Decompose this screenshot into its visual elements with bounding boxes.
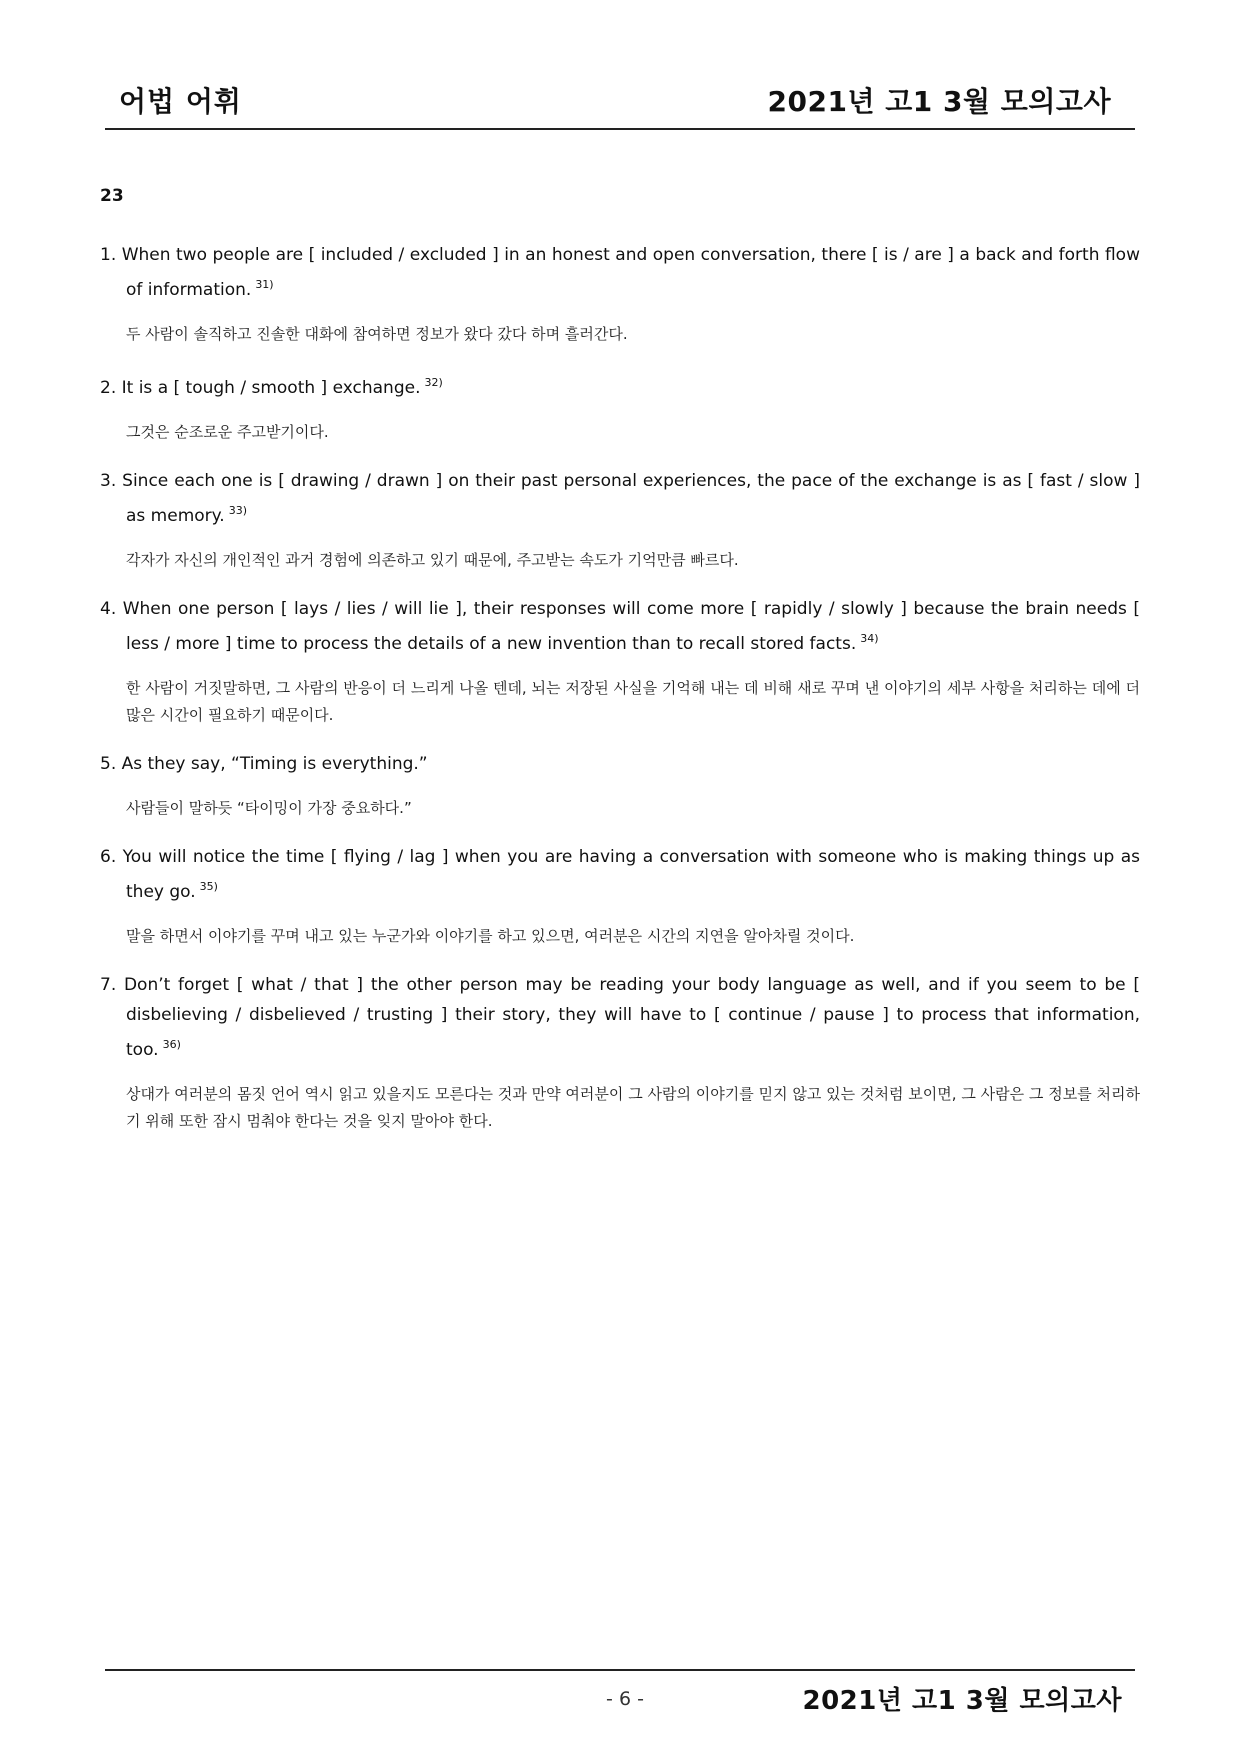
- footnote-marker: 31): [255, 278, 274, 291]
- english-sentence: [100, 368, 1140, 403]
- footnote-marker: 34): [860, 632, 879, 645]
- korean-translation: 각자가 자신의 개인적인 과거 경험에 의존하고 있기 때문에, 주고받는 속도가 기억만큼 빠르다.: [126, 551, 739, 569]
- page-content: [100, 186, 1140, 1155]
- page-header: [105, 78, 1135, 130]
- sentence-item-4: [100, 594, 1140, 729]
- header-section-title: 어법 어휘: [119, 85, 242, 118]
- english-text: 3. Since each one is [ drawing / drawn ] on their past personal experiences, the pace of the exchange is as [ fast / slow ] as memory.: [100, 471, 1140, 526]
- sentence-item-3: [100, 466, 1140, 574]
- footnote-marker: 33): [228, 504, 247, 517]
- sentence-item-1: [100, 240, 1140, 348]
- footer-exam-title: 2021년 고1 3월 모의고사: [802, 1686, 1122, 1716]
- english-text: 2. It is a [ tough / smooth ] exchange.: [100, 378, 421, 398]
- english-text: 4. When one person [ lays / lies / will lie ], their responses will come more [ rapidly / slowly ] because the brain needs [ less / more ] time to process the details of a new invention than to recall stored facts.: [100, 599, 1140, 654]
- footnote-marker: 32): [424, 376, 443, 389]
- english-sentence: [100, 842, 1140, 907]
- sentence-item-6: [100, 842, 1140, 950]
- english-sentence: [100, 970, 1140, 1065]
- question-number: 23: [100, 186, 124, 206]
- footnote-marker: 35): [199, 880, 218, 893]
- english-sentence: [100, 749, 1140, 779]
- korean-translation: 그것은 순조로운 주고받기이다.: [126, 423, 329, 441]
- korean-translation: 두 사람이 솔직하고 진솔한 대화에 참여하면 정보가 왔다 갔다 하며 흘러간다.: [126, 325, 628, 343]
- footer-divider: [105, 1669, 1135, 1671]
- english-sentence: [100, 466, 1140, 531]
- sentence-item-5: [100, 749, 1140, 822]
- korean-translation: 한 사람이 거짓말하면, 그 사람의 반응이 더 느리게 나올 텐데, 뇌는 저장된 사실을 기억해 내는 데 비해 새로 꾸며 낸 이야기의 세부 사항을 처리하는 데에 더 많은 시간이 필요하기 때문이다.: [126, 679, 1140, 724]
- sentence-item-2: [100, 368, 1140, 446]
- english-text: 1. When two people are [ included / excluded ] in an honest and open conversation, there [ is / are ] a back and forth flow of information.: [100, 245, 1140, 300]
- korean-translation: 상대가 여러분의 몸짓 언어 역시 읽고 있을지도 모른다는 것과 만약 여러분이 그 사람의 이야기를 믿지 않고 있는 것처럼 보이면, 그 사람은 그 정보를 처리하기 위해 또한 잠시 멈춰야 한다는 것을 잊지 말아야 한다.: [126, 1085, 1140, 1130]
- korean-translation: 말을 하면서 이야기를 꾸며 내고 있는 누군가와 이야기를 하고 있으면, 여러분은 시간의 지연을 알아차릴 것이다.: [126, 927, 855, 945]
- english-text: 7. Don’t forget [ what / that ] the other person may be reading your body language as well, and if you seem to be [ disbelieving / disbelieved / trusting ] their story, they will have to [ continue / pause ] to process that information, too.: [100, 975, 1140, 1060]
- english-sentence: [100, 240, 1140, 305]
- english-text: 5. As they say, “Timing is everything.”: [100, 754, 428, 774]
- page-number: - 6 -: [606, 1688, 644, 1710]
- english-sentence: [100, 594, 1140, 659]
- english-text: 6. You will notice the time [ flying / lag ] when you are having a conversation with someone who is making things up as they go.: [100, 847, 1140, 902]
- korean-translation: 사람들이 말하듯 “타이밍이 가장 중요하다.”: [126, 799, 412, 817]
- sentence-item-7: [100, 970, 1140, 1135]
- footnote-marker: 36): [162, 1038, 181, 1051]
- header-exam-title: 2021년 고1 3월 모의고사: [767, 85, 1111, 118]
